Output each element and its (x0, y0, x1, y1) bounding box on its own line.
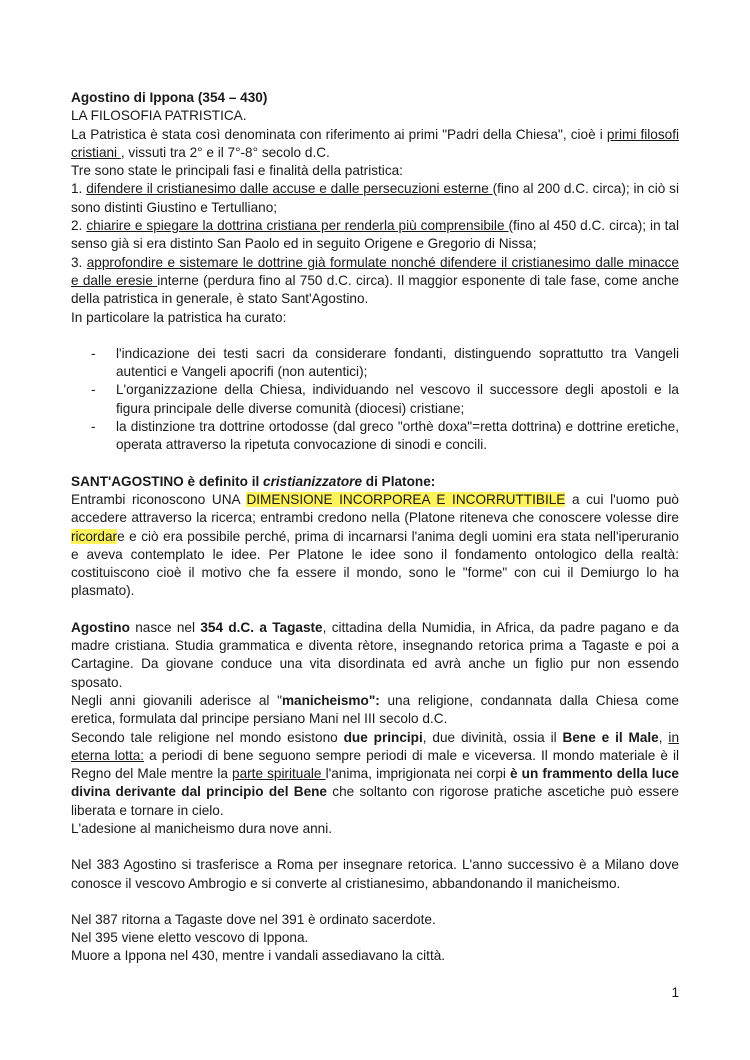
underlined-phrase: primi filosofi cristiani (71, 126, 679, 160)
cured-intro: In particolare la patristica ha curato: (71, 309, 287, 325)
phases-intro: Tre sono state le principali fasi e finalità della patristica: (71, 163, 403, 179)
section-heading-agostino-platone: SANT'AGOSTINO è definito il cristianizzatore di Platone: (71, 473, 436, 489)
timeline-line-430: Muore a Ippona nel 430, mentre i vandali assediavano la città. (71, 948, 446, 964)
document-title: Agostino di Ippona (354 – 430) (71, 90, 268, 105)
list-item: - la distinzione tra dottrine ortodosse (dal greco "orthè doxa"=retta dottrina) e dottrine eretiche, operata attraverso la ripetuta convocazione di sinodi e concili. (91, 419, 679, 453)
list-item: - L'organizzazione della Chiesa, individuando nel vescovo il successore degli apostoli e la figura principale delle diverse comunità (diocesi) cristiane; (91, 382, 679, 416)
phase-2: 2. chiarire e spiegare la dottrina cristiana per renderla più comprensibile (fino al 450 d.C. circa); in tal senso già si era distinto San Paolo ed in seguito Origene e Gregorio di Nissa; (71, 218, 679, 252)
principi-paragraph: Secondo tale religione nel mondo esistono due principi, due divinità, ossia il Bene e il Male, in eterna lotta: a periodi di bene seguono sempre periodi di male e viceversa. Il mondo materiale è il Regno del Male mentre la parte spirituale l'anima, imprigionata nei corpi è un frammento della luce divina derivante dal principio del Bene che soltanto con rigorose pratiche ascetiche può essere liberata e tornare in cielo. (71, 729, 680, 818)
list-item: - l'indicazione dei testi sacri da considerare fondanti, distinguendo soprattutto tra Vangeli autentici e Vangeli apocrifi (non autentici); (91, 345, 679, 380)
page-number: 1 (671, 985, 679, 1000)
dash-bullet: - (91, 345, 96, 361)
manicheismo-paragraph: Negli anni giovanili aderisce al "manicheismo": una religione, condannata dalla Chiesa come eretica, formulata dal principe persiano Mani nel III secolo d.C. (71, 692, 679, 727)
highlighted-phrase: DIMENSIONE INCORPOREA E INCORRUTTIBILE (246, 491, 566, 507)
phase-3: 3. approfondire e sistemare le dottrine già formulate nonché difendere il cristianesimo dalle minacce e dalle eresie interne (perdura fino al 750 d.C. circa). Il maggior esponente di tale fase, come anche della patristica in generale, è stato Sant'Agostino. (71, 254, 679, 307)
platone-paragraph: Entrambi riconoscono UNA DIMENSIONE INCORPOREA E INCORRUTTIBILE a cui l'uomo può accedere attraverso la ricerca; entrambi credono nella (Platone riteneva che conoscere volesse dire ricordare e ciò era possibile perché, prima di incarnarsi l'anima degli uomini era stata nell'iperuranio e aveva contemplato le idee. Per Platone le idee sono il fondamento ontologico della realtà: costituiscono cioè il motivo che fa essere il mondo, sono le "forme" con cui il Demiurgo lo ha plasmato). (71, 491, 679, 599)
patristica-intro: La Patristica è stata così denominata con riferimento ai primi "Padri della Chiesa", cioè i primi filosofi cristiani , vissuti tra 2° e il 7°-8° secolo d.C. (71, 126, 679, 160)
highlighted-word: ricordar (71, 528, 118, 544)
timeline-line-395: Nel 395 viene eletto vescovo di Ippona. (71, 930, 309, 946)
biography-paragraph: Agostino nasce nel 354 d.C. a Tagaste, cittadina della Numidia, in Africa, da padre pagano e da madre cristiana. Studia grammatica e diventa rètore, insegnando retorica prima a Tagaste e poi a Cartagine. Da giovane conduce una vita disordinata ed avrà anche un figlio pur non essendo sposato. (71, 619, 679, 690)
timeline-line-387: Nel 387 ritorna a Tagaste dove nel 391 è ordinato sacerdote. (71, 911, 436, 927)
patristica-list (71, 345, 679, 455)
document-page (71, 89, 679, 966)
dash-bullet: - (91, 419, 96, 435)
roma-milano-paragraph: Nel 383 Agostino si trasferisce a Roma per insegnare retorica. L'anno successivo è a Milano dove conosce il vescovo Ambrogio e si converte al cristianesimo, abbandonando il manicheismo. (71, 857, 679, 891)
adesione-line: L'adesione al manicheismo dura nove anni. (71, 820, 333, 836)
section-heading-patristica: LA FILOSOFIA PATRISTICA. (71, 108, 247, 124)
phase-1: 1. difendere il cristianesimo dalle accuse e dalle persecuzioni esterne (fino al 200 d.C. circa); in ciò si sono distinti Giustino e Tertulliano; (71, 181, 679, 215)
dash-bullet: - (91, 382, 96, 398)
